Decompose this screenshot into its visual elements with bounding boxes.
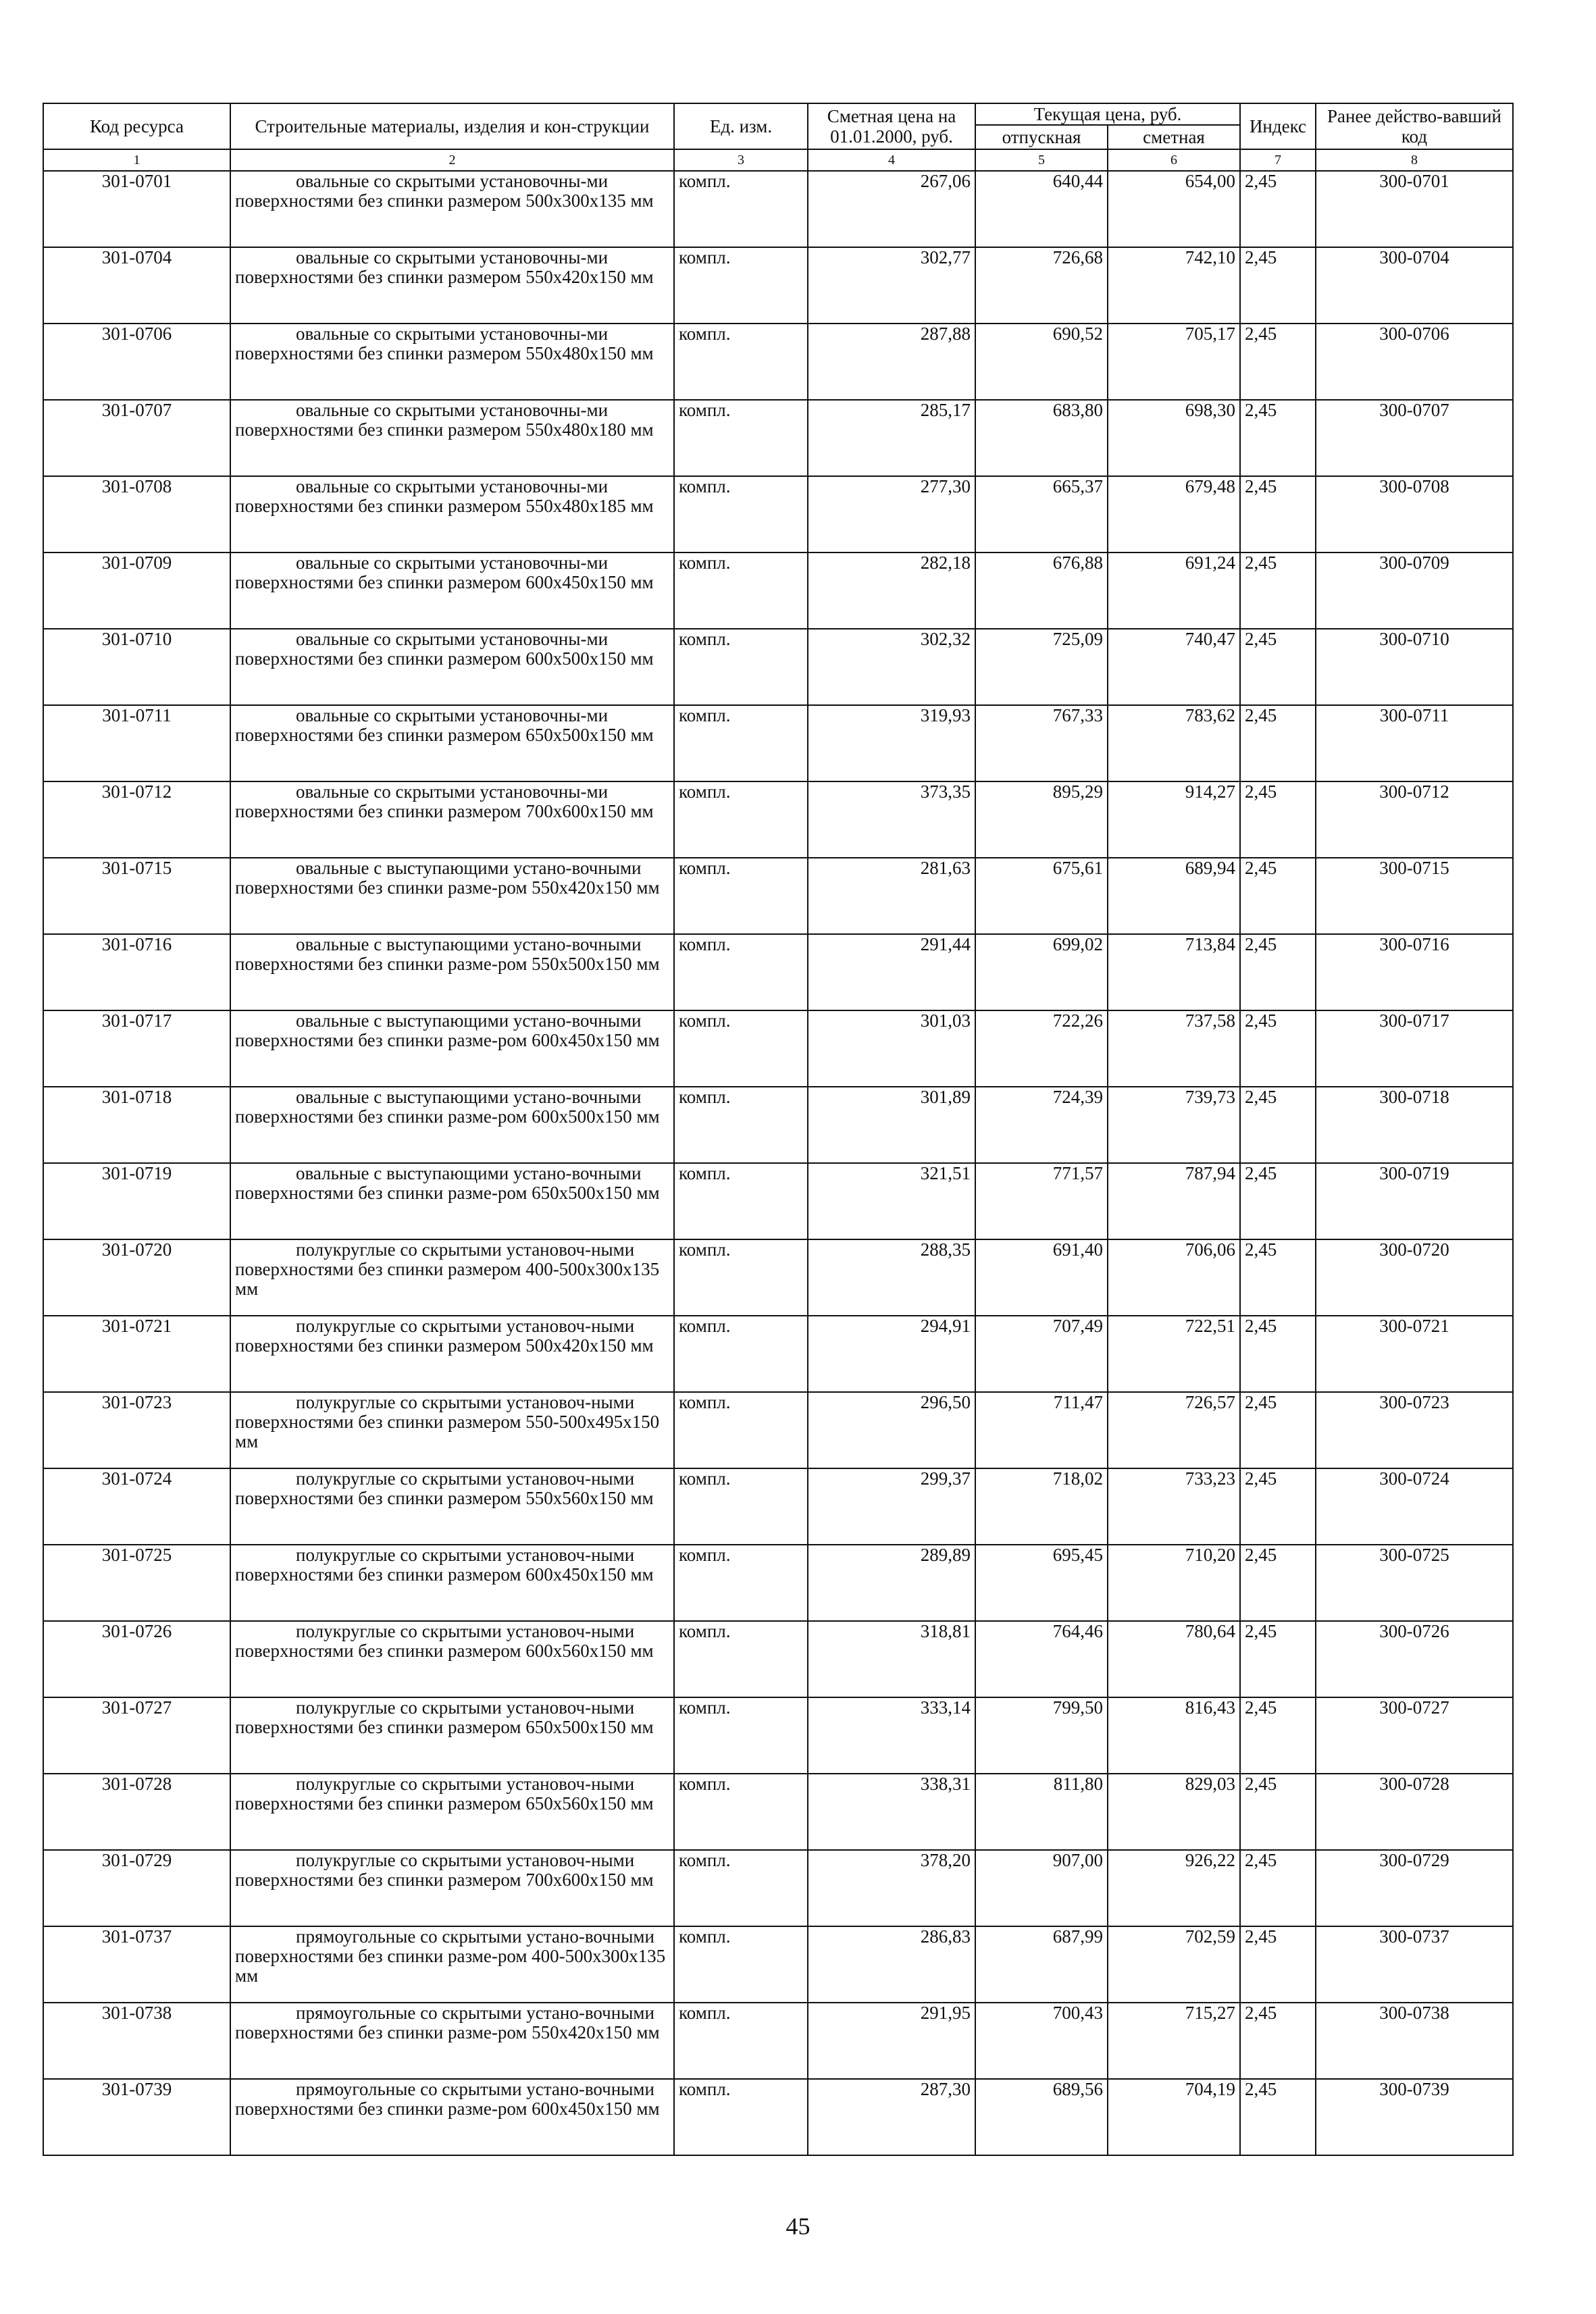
table-row bbox=[43, 1468, 1513, 1545]
base-price: 289,89 bbox=[808, 1545, 975, 1621]
material-description: полукруглые со скрытыми установоч-ными поверхностями без спинки размером 650x500x150 мм bbox=[230, 1697, 674, 1774]
resource-code: 301-0716 bbox=[43, 934, 230, 1010]
previous-code: 300-0719 bbox=[1316, 1163, 1513, 1239]
material-description: овальные со скрытыми установочны-ми поверхностями без спинки размером 550x480x185 мм bbox=[230, 476, 674, 552]
table-row bbox=[43, 858, 1513, 934]
table-row bbox=[43, 934, 1513, 1010]
base-price: 281,63 bbox=[808, 858, 975, 934]
header-base-price: Сметная цена на 01.01.2000, руб. bbox=[808, 103, 975, 149]
release-price: 695,45 bbox=[975, 1545, 1108, 1621]
release-price: 711,47 bbox=[975, 1392, 1108, 1468]
resource-code: 301-0704 bbox=[43, 247, 230, 324]
base-price: 302,32 bbox=[808, 629, 975, 705]
previous-code: 300-0728 bbox=[1316, 1774, 1513, 1850]
resource-code: 301-0712 bbox=[43, 781, 230, 858]
material-description: овальные с выступающими устано-вочными поверхностями без спинки разме-ром 600x450x150 мм bbox=[230, 1010, 674, 1087]
estimate-price: 654,00 bbox=[1108, 171, 1240, 247]
previous-code: 300-0718 bbox=[1316, 1087, 1513, 1163]
estimate-price: 733,23 bbox=[1108, 1468, 1240, 1545]
material-description: овальные со скрытыми установочны-ми поверхностями без спинки размером 500x300x135 мм bbox=[230, 171, 674, 247]
header-current-price: Текущая цена, руб. bbox=[975, 103, 1240, 125]
price-index: 2,45 bbox=[1240, 1850, 1316, 1926]
table-row bbox=[43, 2003, 1513, 2079]
price-index: 2,45 bbox=[1240, 705, 1316, 781]
material-description: полукруглые со скрытыми установоч-ными поверхностями без спинки размером 600x450x150 мм bbox=[230, 1545, 674, 1621]
price-index: 2,45 bbox=[1240, 1926, 1316, 2003]
estimate-price: 742,10 bbox=[1108, 247, 1240, 324]
resource-code: 301-0720 bbox=[43, 1239, 230, 1316]
price-index: 2,45 bbox=[1240, 1392, 1316, 1468]
table-row bbox=[43, 476, 1513, 552]
price-index: 2,45 bbox=[1240, 1010, 1316, 1087]
previous-code: 300-0707 bbox=[1316, 400, 1513, 476]
price-index: 2,45 bbox=[1240, 171, 1316, 247]
price-index: 2,45 bbox=[1240, 1545, 1316, 1621]
release-price: 676,88 bbox=[975, 552, 1108, 629]
unit-of-measure: компл. bbox=[674, 629, 808, 705]
estimate-price: 706,06 bbox=[1108, 1239, 1240, 1316]
previous-code: 300-0723 bbox=[1316, 1392, 1513, 1468]
estimate-price: 740,47 bbox=[1108, 629, 1240, 705]
resource-code: 301-0727 bbox=[43, 1697, 230, 1774]
material-description: полукруглые со скрытыми установоч-ными поверхностями без спинки размером 650x560x150 мм bbox=[230, 1774, 674, 1850]
price-index: 2,45 bbox=[1240, 1468, 1316, 1545]
previous-code: 300-0729 bbox=[1316, 1850, 1513, 1926]
base-price: 302,77 bbox=[808, 247, 975, 324]
release-price: 690,52 bbox=[975, 324, 1108, 400]
unit-of-measure: компл. bbox=[674, 324, 808, 400]
release-price: 725,09 bbox=[975, 629, 1108, 705]
table-row bbox=[43, 1926, 1513, 2003]
price-index: 2,45 bbox=[1240, 1316, 1316, 1392]
table-row bbox=[43, 1697, 1513, 1774]
base-price: 338,31 bbox=[808, 1774, 975, 1850]
previous-code: 300-0706 bbox=[1316, 324, 1513, 400]
unit-of-measure: компл. bbox=[674, 552, 808, 629]
table-header bbox=[43, 103, 1513, 171]
table-body bbox=[43, 171, 1513, 2155]
price-index: 2,45 bbox=[1240, 2079, 1316, 2155]
base-price: 294,91 bbox=[808, 1316, 975, 1392]
material-description: полукруглые со скрытыми установоч-ными поверхностями без спинки размером 600x560x150 мм bbox=[230, 1621, 674, 1697]
base-price: 296,50 bbox=[808, 1392, 975, 1468]
column-number: 7 bbox=[1240, 149, 1316, 171]
base-price: 287,30 bbox=[808, 2079, 975, 2155]
material-description: овальные со скрытыми установочны-ми поверхностями без спинки размером 700x600x150 мм bbox=[230, 781, 674, 858]
release-price: 689,56 bbox=[975, 2079, 1108, 2155]
unit-of-measure: компл. bbox=[674, 476, 808, 552]
unit-of-measure: компл. bbox=[674, 400, 808, 476]
release-price: 687,99 bbox=[975, 1926, 1108, 2003]
table-row bbox=[43, 1163, 1513, 1239]
estimate-price: 737,58 bbox=[1108, 1010, 1240, 1087]
base-price: 291,95 bbox=[808, 2003, 975, 2079]
base-price: 373,35 bbox=[808, 781, 975, 858]
resource-code: 301-0739 bbox=[43, 2079, 230, 2155]
base-price: 288,35 bbox=[808, 1239, 975, 1316]
estimate-price: 914,27 bbox=[1108, 781, 1240, 858]
unit-of-measure: компл. bbox=[674, 1163, 808, 1239]
previous-code: 300-0720 bbox=[1316, 1239, 1513, 1316]
base-price: 291,44 bbox=[808, 934, 975, 1010]
price-index: 2,45 bbox=[1240, 2003, 1316, 2079]
resource-code: 301-0729 bbox=[43, 1850, 230, 1926]
release-price: 700,43 bbox=[975, 2003, 1108, 2079]
price-index: 2,45 bbox=[1240, 1239, 1316, 1316]
table-row bbox=[43, 171, 1513, 247]
price-index: 2,45 bbox=[1240, 400, 1316, 476]
unit-of-measure: компл. bbox=[674, 1087, 808, 1163]
estimate-price: 739,73 bbox=[1108, 1087, 1240, 1163]
table-row bbox=[43, 1392, 1513, 1468]
release-price: 811,80 bbox=[975, 1774, 1108, 1850]
header-release-price: отпускная bbox=[975, 125, 1108, 149]
table-row bbox=[43, 552, 1513, 629]
resource-code: 301-0707 bbox=[43, 400, 230, 476]
column-number: 8 bbox=[1316, 149, 1513, 171]
estimate-price: 705,17 bbox=[1108, 324, 1240, 400]
resource-code: 301-0728 bbox=[43, 1774, 230, 1850]
unit-of-measure: компл. bbox=[674, 247, 808, 324]
release-price: 675,61 bbox=[975, 858, 1108, 934]
material-description: полукруглые со скрытыми установоч-ными поверхностями без спинки размером 500x420x150 мм bbox=[230, 1316, 674, 1392]
resource-code: 301-0738 bbox=[43, 2003, 230, 2079]
base-price: 277,30 bbox=[808, 476, 975, 552]
material-description: полукруглые со скрытыми установоч-ными поверхностями без спинки размером 550-500x495x150 мм bbox=[230, 1392, 674, 1468]
release-price: 691,40 bbox=[975, 1239, 1108, 1316]
estimate-price: 829,03 bbox=[1108, 1774, 1240, 1850]
header-index: Индекс bbox=[1240, 103, 1316, 149]
header-code: Код ресурса bbox=[43, 103, 230, 149]
price-index: 2,45 bbox=[1240, 781, 1316, 858]
previous-code: 300-0711 bbox=[1316, 705, 1513, 781]
release-price: 726,68 bbox=[975, 247, 1108, 324]
table-row bbox=[43, 2079, 1513, 2155]
resource-code: 301-0719 bbox=[43, 1163, 230, 1239]
material-description: овальные со скрытыми установочны-ми поверхностями без спинки размером 550x420x150 мм bbox=[230, 247, 674, 324]
base-price: 378,20 bbox=[808, 1850, 975, 1926]
estimate-price: 715,27 bbox=[1108, 2003, 1240, 2079]
price-index: 2,45 bbox=[1240, 247, 1316, 324]
estimate-price: 926,22 bbox=[1108, 1850, 1240, 1926]
previous-code: 300-0710 bbox=[1316, 629, 1513, 705]
column-number: 2 bbox=[230, 149, 674, 171]
unit-of-measure: компл. bbox=[674, 1239, 808, 1316]
material-description: овальные с выступающими устано-вочными поверхностями без спинки разме-ром 600x500x150 мм bbox=[230, 1087, 674, 1163]
unit-of-measure: компл. bbox=[674, 781, 808, 858]
unit-of-measure: компл. bbox=[674, 934, 808, 1010]
table-row bbox=[43, 1621, 1513, 1697]
resource-code: 301-0724 bbox=[43, 1468, 230, 1545]
previous-code: 300-0724 bbox=[1316, 1468, 1513, 1545]
previous-code: 300-0721 bbox=[1316, 1316, 1513, 1392]
release-price: 907,00 bbox=[975, 1850, 1108, 1926]
release-price: 767,33 bbox=[975, 705, 1108, 781]
base-price: 319,93 bbox=[808, 705, 975, 781]
unit-of-measure: компл. bbox=[674, 1468, 808, 1545]
material-description: полукруглые со скрытыми установоч-ными поверхностями без спинки размером 700x600x150 мм bbox=[230, 1850, 674, 1926]
material-description: овальные с выступающими устано-вочными поверхностями без спинки разме-ром 550x420x150 мм bbox=[230, 858, 674, 934]
table-row bbox=[43, 1087, 1513, 1163]
resource-code: 301-0706 bbox=[43, 324, 230, 400]
table-row bbox=[43, 705, 1513, 781]
column-number: 6 bbox=[1108, 149, 1240, 171]
estimate-price: 710,20 bbox=[1108, 1545, 1240, 1621]
base-price: 286,83 bbox=[808, 1926, 975, 2003]
base-price: 299,37 bbox=[808, 1468, 975, 1545]
column-number: 5 bbox=[975, 149, 1108, 171]
release-price: 718,02 bbox=[975, 1468, 1108, 1545]
estimate-price: 816,43 bbox=[1108, 1697, 1240, 1774]
resource-code: 301-0721 bbox=[43, 1316, 230, 1392]
table-row bbox=[43, 1316, 1513, 1392]
unit-of-measure: компл. bbox=[674, 1316, 808, 1392]
previous-code: 300-0737 bbox=[1316, 1926, 1513, 2003]
price-index: 2,45 bbox=[1240, 552, 1316, 629]
material-description: полукруглые со скрытыми установоч-ными поверхностями без спинки размером 550x560x150 мм bbox=[230, 1468, 674, 1545]
material-description: прямоугольные со скрытыми устано-вочными поверхностями без спинки разме-ром 550x420x150 мм bbox=[230, 2003, 674, 2079]
resource-code: 301-0711 bbox=[43, 705, 230, 781]
table-row bbox=[43, 629, 1513, 705]
resource-code: 301-0723 bbox=[43, 1392, 230, 1468]
price-index: 2,45 bbox=[1240, 1774, 1316, 1850]
estimate-price: 702,59 bbox=[1108, 1926, 1240, 2003]
previous-code: 300-0725 bbox=[1316, 1545, 1513, 1621]
material-description: овальные с выступающими устано-вочными поверхностями без спинки разме-ром 550x500x150 мм bbox=[230, 934, 674, 1010]
price-table bbox=[43, 103, 1514, 2156]
table-row bbox=[43, 1850, 1513, 1926]
price-index: 2,45 bbox=[1240, 1621, 1316, 1697]
column-number: 4 bbox=[808, 149, 975, 171]
unit-of-measure: компл. bbox=[674, 1010, 808, 1087]
release-price: 683,80 bbox=[975, 400, 1108, 476]
resource-code: 301-0726 bbox=[43, 1621, 230, 1697]
resource-code: 301-0701 bbox=[43, 171, 230, 247]
base-price: 287,88 bbox=[808, 324, 975, 400]
release-price: 707,49 bbox=[975, 1316, 1108, 1392]
estimate-price: 679,48 bbox=[1108, 476, 1240, 552]
release-price: 665,37 bbox=[975, 476, 1108, 552]
unit-of-measure: компл. bbox=[674, 1926, 808, 2003]
header-estimate-price: сметная bbox=[1108, 125, 1240, 149]
unit-of-measure: компл. bbox=[674, 1545, 808, 1621]
base-price: 285,17 bbox=[808, 400, 975, 476]
table-row bbox=[43, 324, 1513, 400]
header-prev-code: Ранее действо-вавший код bbox=[1316, 103, 1513, 149]
resource-code: 301-0709 bbox=[43, 552, 230, 629]
base-price: 321,51 bbox=[808, 1163, 975, 1239]
estimate-price: 691,24 bbox=[1108, 552, 1240, 629]
base-price: 301,89 bbox=[808, 1087, 975, 1163]
resource-code: 301-0718 bbox=[43, 1087, 230, 1163]
material-description: овальные со скрытыми установочны-ми поверхностями без спинки размером 550x480x180 мм bbox=[230, 400, 674, 476]
material-description: овальные со скрытыми установочны-ми поверхностями без спинки размером 550x480x150 мм bbox=[230, 324, 674, 400]
release-price: 764,46 bbox=[975, 1621, 1108, 1697]
previous-code: 300-0701 bbox=[1316, 171, 1513, 247]
material-description: прямоугольные со скрытыми устано-вочными поверхностями без спинки разме-ром 400-500x300x135 мм bbox=[230, 1926, 674, 2003]
estimate-price: 698,30 bbox=[1108, 400, 1240, 476]
previous-code: 300-0708 bbox=[1316, 476, 1513, 552]
estimate-price: 713,84 bbox=[1108, 934, 1240, 1010]
estimate-price: 726,57 bbox=[1108, 1392, 1240, 1468]
release-price: 799,50 bbox=[975, 1697, 1108, 1774]
release-price: 724,39 bbox=[975, 1087, 1108, 1163]
table-row bbox=[43, 1010, 1513, 1087]
unit-of-measure: компл. bbox=[674, 2079, 808, 2155]
previous-code: 300-0739 bbox=[1316, 2079, 1513, 2155]
unit-of-measure: компл. bbox=[674, 2003, 808, 2079]
header-name: Строительные материалы, изделия и кон-струкции bbox=[230, 103, 674, 149]
material-description: овальные со скрытыми установочны-ми поверхностями без спинки размером 600x500x150 мм bbox=[230, 629, 674, 705]
base-price: 301,03 bbox=[808, 1010, 975, 1087]
previous-code: 300-0709 bbox=[1316, 552, 1513, 629]
material-description: овальные с выступающими устано-вочными поверхностями без спинки разме-ром 650x500x150 мм bbox=[230, 1163, 674, 1239]
table-row bbox=[43, 247, 1513, 324]
unit-of-measure: компл. bbox=[674, 705, 808, 781]
table-row bbox=[43, 1545, 1513, 1621]
resource-code: 301-0725 bbox=[43, 1545, 230, 1621]
price-index: 2,45 bbox=[1240, 476, 1316, 552]
release-price: 640,44 bbox=[975, 171, 1108, 247]
resource-code: 301-0715 bbox=[43, 858, 230, 934]
release-price: 699,02 bbox=[975, 934, 1108, 1010]
release-price: 895,29 bbox=[975, 781, 1108, 858]
material-description: полукруглые со скрытыми установоч-ными поверхностями без спинки размером 400-500x300x135 мм bbox=[230, 1239, 674, 1316]
price-index: 2,45 bbox=[1240, 1163, 1316, 1239]
price-index: 2,45 bbox=[1240, 934, 1316, 1010]
base-price: 333,14 bbox=[808, 1697, 975, 1774]
resource-code: 301-0708 bbox=[43, 476, 230, 552]
unit-of-measure: компл. bbox=[674, 858, 808, 934]
unit-of-measure: компл. bbox=[674, 1850, 808, 1926]
material-description: овальные со скрытыми установочны-ми поверхностями без спинки размером 650x500x150 мм bbox=[230, 705, 674, 781]
previous-code: 300-0727 bbox=[1316, 1697, 1513, 1774]
unit-of-measure: компл. bbox=[674, 1621, 808, 1697]
material-description: овальные со скрытыми установочны-ми поверхностями без спинки размером 600x450x150 мм bbox=[230, 552, 674, 629]
estimate-price: 783,62 bbox=[1108, 705, 1240, 781]
release-price: 771,57 bbox=[975, 1163, 1108, 1239]
base-price: 267,06 bbox=[808, 171, 975, 247]
resource-code: 301-0710 bbox=[43, 629, 230, 705]
column-number: 1 bbox=[43, 149, 230, 171]
price-index: 2,45 bbox=[1240, 324, 1316, 400]
base-price: 318,81 bbox=[808, 1621, 975, 1697]
table-row bbox=[43, 781, 1513, 858]
table-row bbox=[43, 1774, 1513, 1850]
unit-of-measure: компл. bbox=[674, 1697, 808, 1774]
resource-code: 301-0717 bbox=[43, 1010, 230, 1087]
table-row bbox=[43, 1239, 1513, 1316]
estimate-price: 689,94 bbox=[1108, 858, 1240, 934]
estimate-price: 780,64 bbox=[1108, 1621, 1240, 1697]
unit-of-measure: компл. bbox=[674, 1774, 808, 1850]
unit-of-measure: компл. bbox=[674, 1392, 808, 1468]
price-index: 2,45 bbox=[1240, 1697, 1316, 1774]
previous-code: 300-0738 bbox=[1316, 2003, 1513, 2079]
base-price: 282,18 bbox=[808, 552, 975, 629]
previous-code: 300-0717 bbox=[1316, 1010, 1513, 1087]
previous-code: 300-0726 bbox=[1316, 1621, 1513, 1697]
price-index: 2,45 bbox=[1240, 1087, 1316, 1163]
column-number: 3 bbox=[674, 149, 808, 171]
material-description: прямоугольные со скрытыми устано-вочными поверхностями без спинки разме-ром 600x450x150 мм bbox=[230, 2079, 674, 2155]
estimate-price: 787,94 bbox=[1108, 1163, 1240, 1239]
header-unit: Ед. изм. bbox=[674, 103, 808, 149]
release-price: 722,26 bbox=[975, 1010, 1108, 1087]
price-index: 2,45 bbox=[1240, 629, 1316, 705]
resource-code: 301-0737 bbox=[43, 1926, 230, 2003]
estimate-price: 722,51 bbox=[1108, 1316, 1240, 1392]
page-number: 45 bbox=[786, 2213, 810, 2240]
table-row bbox=[43, 400, 1513, 476]
price-index: 2,45 bbox=[1240, 858, 1316, 934]
previous-code: 300-0716 bbox=[1316, 934, 1513, 1010]
previous-code: 300-0715 bbox=[1316, 858, 1513, 934]
unit-of-measure: компл. bbox=[674, 171, 808, 247]
estimate-price: 704,19 bbox=[1108, 2079, 1240, 2155]
previous-code: 300-0704 bbox=[1316, 247, 1513, 324]
previous-code: 300-0712 bbox=[1316, 781, 1513, 858]
